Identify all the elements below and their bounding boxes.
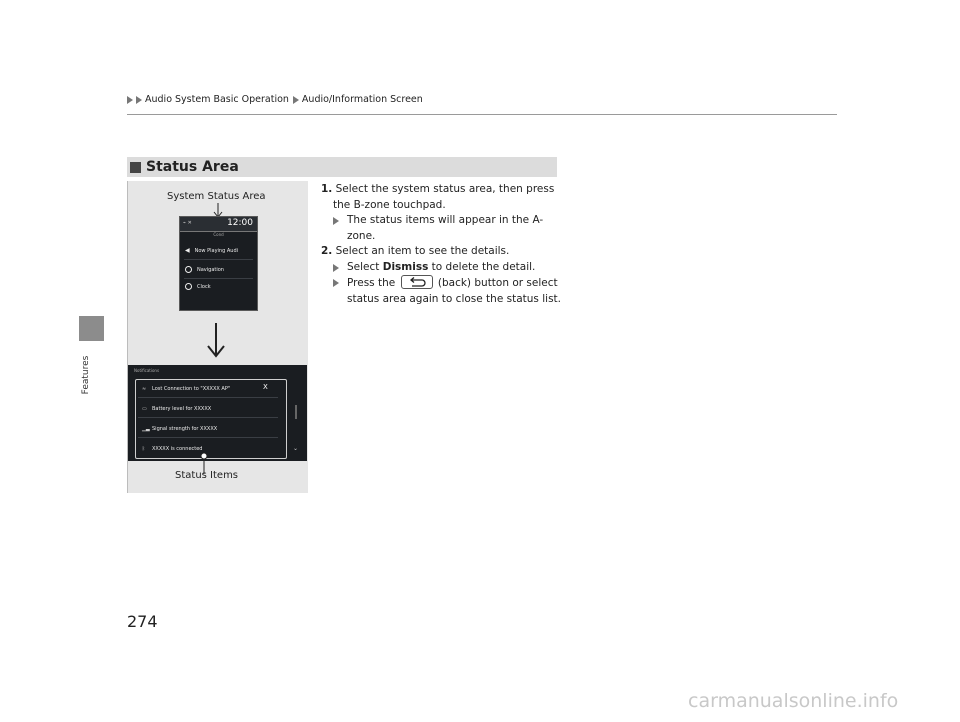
clock-icon (185, 283, 192, 290)
bluetooth-icon: ᛒ (142, 446, 146, 452)
status-item[interactable]: XXXXX is connected (152, 446, 203, 452)
instructions (321, 182, 561, 307)
status-items-label: Status Items (175, 470, 239, 481)
clock-display: 12:00 (227, 218, 253, 228)
battery-icon: ▭ (142, 406, 147, 412)
status-screen-before (179, 216, 258, 311)
menu-item-navigation[interactable]: Navigation (185, 266, 224, 273)
signal-icon: ▁▃ (142, 426, 150, 432)
menu-item-now-playing[interactable]: ◀ Now Playing Audi (185, 247, 239, 254)
navigation-icon (185, 266, 192, 273)
section-square-icon (130, 162, 141, 173)
result-arrow-icon (333, 279, 339, 287)
divider (138, 437, 278, 438)
breadcrumb-arrow-icon (127, 96, 133, 104)
back-button-icon (401, 275, 433, 289)
step-1-result: The status items will appear in the A-zone. (321, 213, 561, 244)
notifications-title: Notifications (134, 368, 160, 373)
divider (138, 417, 278, 418)
wifi-icon: ≈ (142, 386, 147, 392)
step-2: 2. Select an item to see the details. (321, 245, 510, 257)
menu-item-clock[interactable]: Clock (185, 283, 211, 290)
status-item[interactable]: Battery level for XXXXX (152, 406, 212, 412)
speaker-icon: ◀ (185, 247, 190, 254)
system-status-area-label: System Status Area (167, 191, 266, 202)
chapter-tab-label: Features (81, 355, 91, 395)
status-item[interactable]: Lost Connection to "XXXXX AP" (152, 386, 231, 392)
result-arrow-icon (333, 217, 339, 225)
status-item[interactable]: Signal strength for XXXXX (152, 426, 218, 432)
system-status-bar[interactable] (180, 217, 257, 232)
watermark: carmanualsonline.info (688, 690, 899, 712)
chevron-down-icon[interactable]: ⌄ (293, 445, 299, 452)
divider (184, 259, 253, 260)
down-arrow-icon (204, 321, 228, 361)
section-heading (127, 157, 557, 177)
status-subheader: Cond (213, 232, 224, 237)
status-icons: ⌁ ✕ (183, 220, 192, 226)
status-screen-after (128, 365, 307, 461)
dismiss-label: Dismiss (382, 260, 429, 273)
header-divider (127, 114, 837, 115)
result-arrow-icon (333, 264, 339, 272)
step-2-result-2: Press the (back) button or select status area again to close the status list. (321, 275, 561, 307)
breadcrumb (127, 94, 423, 105)
chapter-tab-marker (79, 316, 104, 341)
illustration-panel (127, 181, 308, 493)
divider (184, 278, 253, 279)
breadcrumb-arrow-icon (293, 96, 299, 104)
page-number: 274 (127, 612, 158, 631)
breadcrumb-arrow-icon (136, 96, 142, 104)
step-2-result-1: Select Dismiss to delete the detail. (321, 260, 561, 276)
breadcrumb-item[interactable]: Audio System Basic Operation (145, 94, 289, 105)
step-1: 1. Select the system status area, then press the B-zone touchpad. (321, 183, 555, 211)
scrollbar[interactable] (295, 405, 297, 419)
breadcrumb-item[interactable]: Audio/Information Screen (301, 94, 423, 105)
section-title: Status Area (146, 159, 239, 175)
divider (138, 397, 278, 398)
close-icon[interactable]: X (263, 383, 268, 391)
